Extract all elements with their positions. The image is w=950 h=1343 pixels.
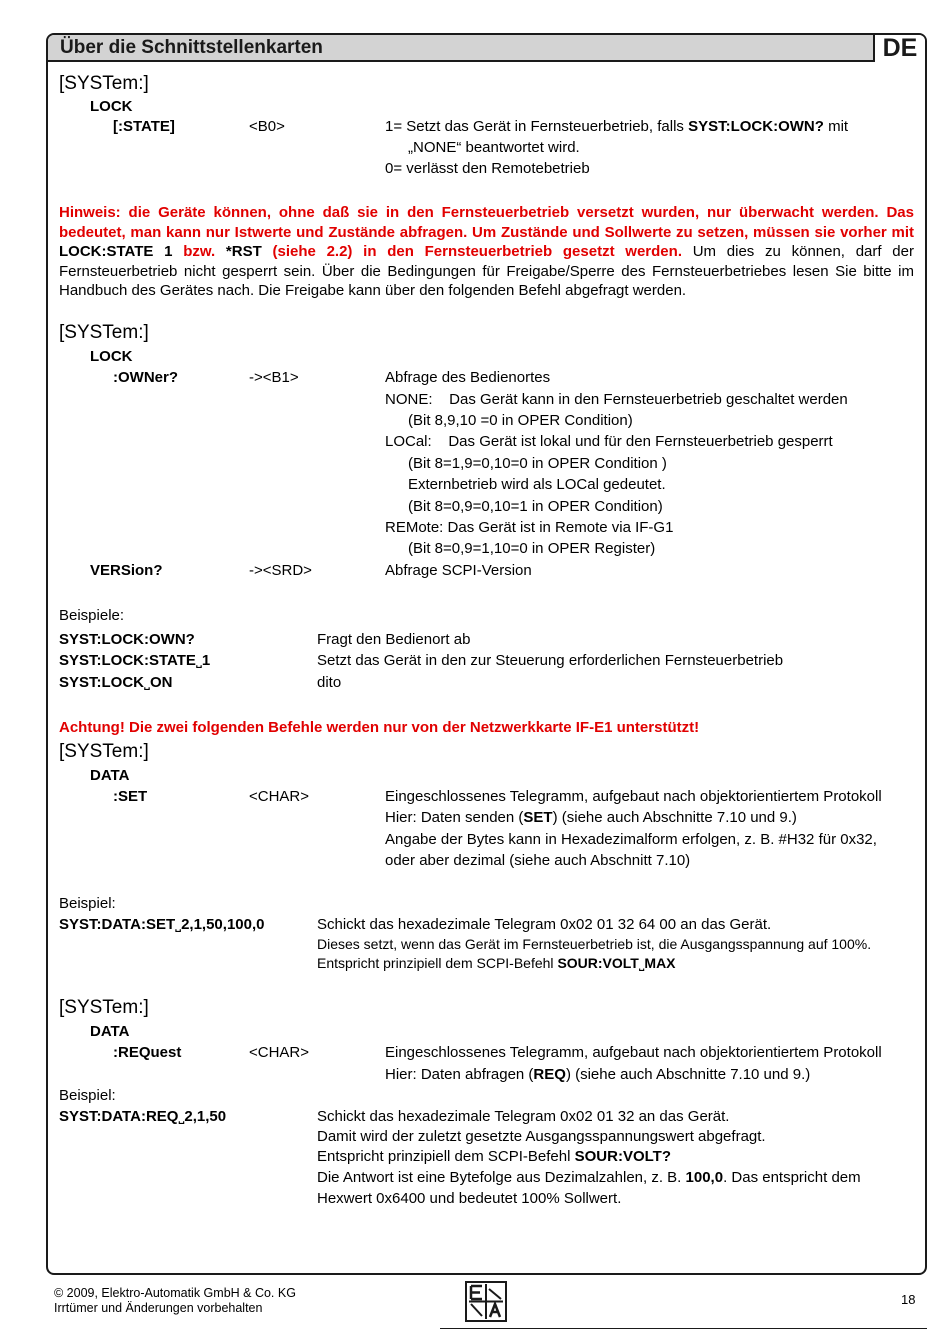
desc-owner-line: (Bit 8=0,9=0,10=1 in OPER Condition) [408,498,663,515]
section-head-system-3: [SYSTem:] [59,741,149,762]
desc-set-line4: oder aber dezimal (siehe auch Abschnitt 7.10) [385,852,691,869]
example-request-desc1: Schickt das hexadezimale Telegram 0x02 01 32 an das Gerät. [317,1108,730,1125]
note-paragraph: Hinweis: die Geräte können, ohne daß sie in den Fernsteuerbetrieb versetzt wurden, nur überwacht werden. Das bedeutet, man kann nur Istwerte und Zustände abfragen. Um Zustände und Sollwerte zu setzen, müssen sie vorher mit LOCK:STATE 1 bzw. *RST (siehe 2.2) in den Fernsteuerbetrieb gesetzt werden. Um dies zu können, darf der Fernsteuerbetrieb nicht gesperrt sein. Über die Bedingungen für Freigabe/Sperre des Fernsteuerbetriebes lesen Sie bitte im Handbuch des Gerätes nach. Die Freigabe kann über den folgenden Befehl abgefragt werden. [59,204,914,299]
footer-copyright: © 2009, Elektro-Automatik GmbH & Co. KG [54,1286,296,1300]
example-desc: Setzt das Gerät in den zur Steuerung erforderlichen Fernsteuerbetrieb [317,652,784,669]
examples-label: Beispiele: [59,607,125,624]
example-cmd: SYST:LOCK:OWN? [59,631,195,648]
example-cmd-request: SYST:DATA:REQ˽2,1,50 [59,1108,227,1125]
desc-state-line2: „NONE“ beantwortet wird. [408,139,580,156]
desc-version: Abfrage SCPI-Version [385,562,532,579]
param-request: <CHAR> [249,1044,310,1061]
example-request-desc5: Hexwert 0x6400 und bedeutet 100% Sollwert. [317,1190,622,1207]
ea-logo-icon [467,1283,505,1320]
example-set-desc2: Dieses setzt, wenn das Gerät im Fernsteuerbetrieb ist, die Ausgangsspannung auf 100%. [317,936,872,952]
command-owner: :OWNer? [113,369,178,386]
page-title: Über die Schnittstellenkarten [60,37,323,58]
warning-text: Achtung! Die zwei folgenden Befehle werden nur von der Netzwerkkarte IF-E1 unterstützt! [59,719,700,736]
example-desc: Fragt den Bedienort ab [317,631,471,648]
footer-rule [440,1328,927,1329]
desc-set-line1: Eingeschlossenes Telegramm, aufgebaut nach objektorientiertem Protokoll [385,788,882,805]
command-request: :REQuest [113,1044,182,1061]
example-desc: dito [317,674,342,691]
section-head-system-2: [SYSTem:] [59,322,149,343]
desc-owner-line: (Bit 8=0,9=1,10=0 in OPER Register) [408,540,656,557]
section-head-system-4: [SYSTem:] [59,997,149,1018]
example-set-desc1: Schickt das hexadezimale Telegram 0x02 01 32 64 00 an das Gerät. [317,916,772,933]
desc-owner-line: NONE: Das Gerät kann in den Fernsteuerbetrieb geschaltet werden [385,391,848,408]
example-cmd-set: SYST:DATA:SET˽2,1,50,100,0 [59,916,265,933]
example-set-desc3: Entspricht prinzipiell dem SCPI-Befehl SOUR:VOLT˽MAX [317,955,676,971]
example-label-request: Beispiel: [59,1087,116,1104]
footer-disclaimer: Irrtümer und Änderungen vorbehalten [54,1301,263,1315]
command-version: VERSion? [90,562,163,579]
param-owner: -><B1> [249,369,299,386]
language-badge: DE [873,35,925,62]
page-header [48,35,925,62]
desc-owner-line: LOCal: Das Gerät ist lokal und für den Fernsteuerbetrieb gesperrt [385,433,833,450]
desc-set-line2: Hier: Daten senden (SET) (siehe auch Abschnitte 7.10 und 9.) [385,809,797,826]
example-cmd: SYST:LOCK:STATE˽1 [59,652,211,669]
example-request-desc2: Damit wird der zuletzt gesetzte Ausgangsspannungswert abgefragt. [317,1128,766,1145]
desc-state-line1: 1= Setzt das Gerät in Fernsteuerbetrieb, falls SYST:LOCK:OWN? mit [385,118,849,135]
company-logo [465,1281,507,1322]
subsystem-lock-2: LOCK [90,348,133,365]
example-request-desc3: Entspricht prinzipiell dem SCPI-Befehl SOUR:VOLT? [317,1148,671,1165]
desc-request-line2: Hier: Daten abfragen (REQ) (siehe auch Abschnitte 7.10 und 9.) [385,1066,811,1083]
param-state: <B0> [249,118,285,135]
example-label-set: Beispiel: [59,895,116,912]
command-state: [:STATE] [113,118,175,135]
subsystem-lock-1: LOCK [90,98,133,115]
param-set: <CHAR> [249,788,310,805]
desc-owner-line: Externbetrieb wird als LOCal gedeutet. [408,476,666,493]
desc-owner-line: (Bit 8,9,10 =0 in OPER Condition) [408,412,633,429]
desc-owner-line: REMote: Das Gerät ist in Remote via IF-G1 [385,519,674,536]
desc-set-line3: Angabe der Bytes kann in Hexadezimalform erfolgen, z. B. #H32 für 0x32, [385,831,877,848]
page-number: 18 [901,1292,916,1307]
example-cmd: SYST:LOCK˽ON [59,674,173,691]
example-request-desc4: Die Antwort ist eine Bytefolge aus Dezimalzahlen, z. B. 100,0. Das entspricht dem [317,1169,861,1186]
param-version: -><SRD> [249,562,312,579]
subsystem-data-1: DATA [90,767,130,784]
subsystem-data-2: DATA [90,1023,130,1040]
desc-state-line3: 0= verlässt den Remotebetrieb [385,160,590,177]
command-set: :SET [113,788,148,805]
desc-owner-line: (Bit 8=1,9=0,10=0 in OPER Condition ) [408,455,667,472]
desc-request-line1: Eingeschlossenes Telegramm, aufgebaut nach objektorientiertem Protokoll [385,1044,882,1061]
desc-owner-line: Abfrage des Bedienortes [385,369,551,386]
section-head-system-1: [SYSTem:] [59,73,149,94]
